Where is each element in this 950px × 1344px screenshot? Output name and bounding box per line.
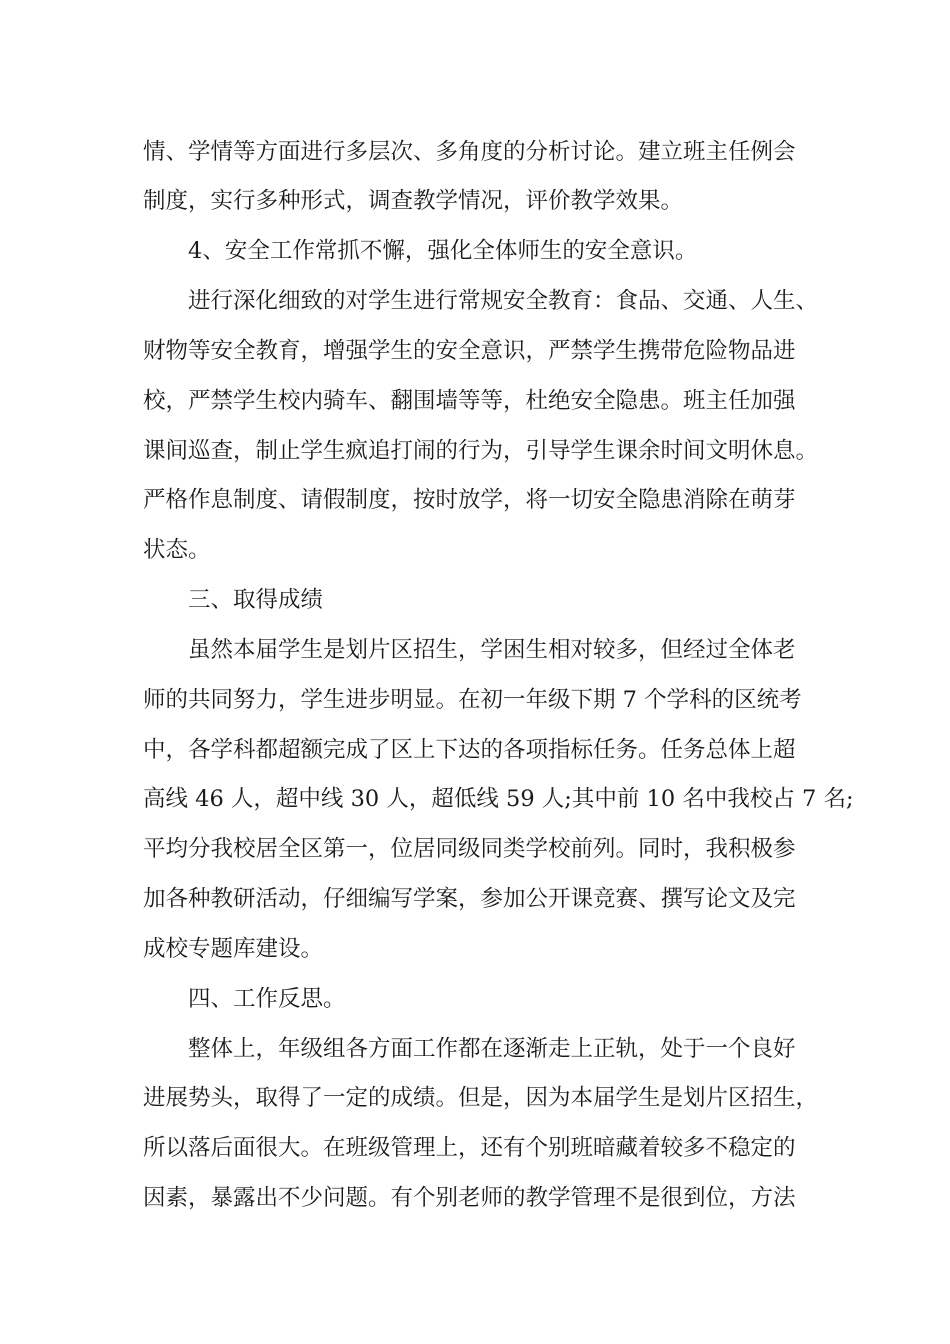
- text-line: 制度，实行多种形式，调查教学情况，评价教学效果。: [143, 188, 684, 214]
- text-line: 高线 46 人，超中线 30 人，超低线 59 人;其中前 10 名中我校占 7 名;: [143, 786, 854, 812]
- text-line: 严格作息制度、请假制度，按时放学，将一切安全隐患消除在萌芽: [143, 487, 796, 513]
- text-line: 加各种教研活动，仔细编写学案，参加公开课竞赛、撰写论文及完: [143, 886, 796, 912]
- section-heading: 三、取得成绩: [188, 587, 324, 613]
- text-line: 师的共同努力，学生进步明显。在初一年级下期 7 个学科的区统考: [143, 687, 802, 713]
- text-line: 状态。: [143, 537, 211, 563]
- text-line: 进行深化细致的对学生进行常规安全教育：食品、交通、人生、: [188, 288, 819, 314]
- section-heading: 4、安全工作常抓不懈，强化全体师生的安全意识。: [188, 238, 698, 264]
- section-heading: 四、工作反思。: [188, 986, 346, 1012]
- text-line: 成校专题库建设。: [143, 936, 324, 962]
- text-line: 进展势头，取得了一定的成绩。但是，因为本届学生是划片区招生，: [143, 1085, 819, 1111]
- text-line: 财物等安全教育，增强学生的安全意识，严禁学生携带危险物品进: [143, 338, 796, 364]
- text-line: 情、学情等方面进行多层次、多角度的分析讨论。建立班主任例会: [143, 139, 796, 165]
- text-line: 校，严禁学生校内骑车、翻围墙等等，杜绝安全隐患。班主任加强: [143, 388, 796, 414]
- text-line: 整体上，年级组各方面工作都在逐渐走上正轨，处于一个良好: [188, 1036, 796, 1062]
- text-line: 所以落后面很大。在班级管理上，还有个别班暗藏着较多不稳定的: [143, 1135, 796, 1161]
- text-line: 平均分我校居全区第一，位居同级同类学校前列。同时，我积极参: [143, 836, 796, 862]
- text-line: 课间巡查，制止学生疯追打闹的行为，引导学生课余时间文明休息。: [143, 438, 819, 464]
- text-line: 因素，暴露出不少问题。有个别老师的教学管理不是很到位，方法: [143, 1185, 796, 1211]
- text-line: 虽然本届学生是划片区招生，学困生相对较多，但经过全体老: [188, 637, 796, 663]
- text-line: 中，各学科都超额完成了区上下达的各项指标任务。任务总体上超: [143, 737, 796, 763]
